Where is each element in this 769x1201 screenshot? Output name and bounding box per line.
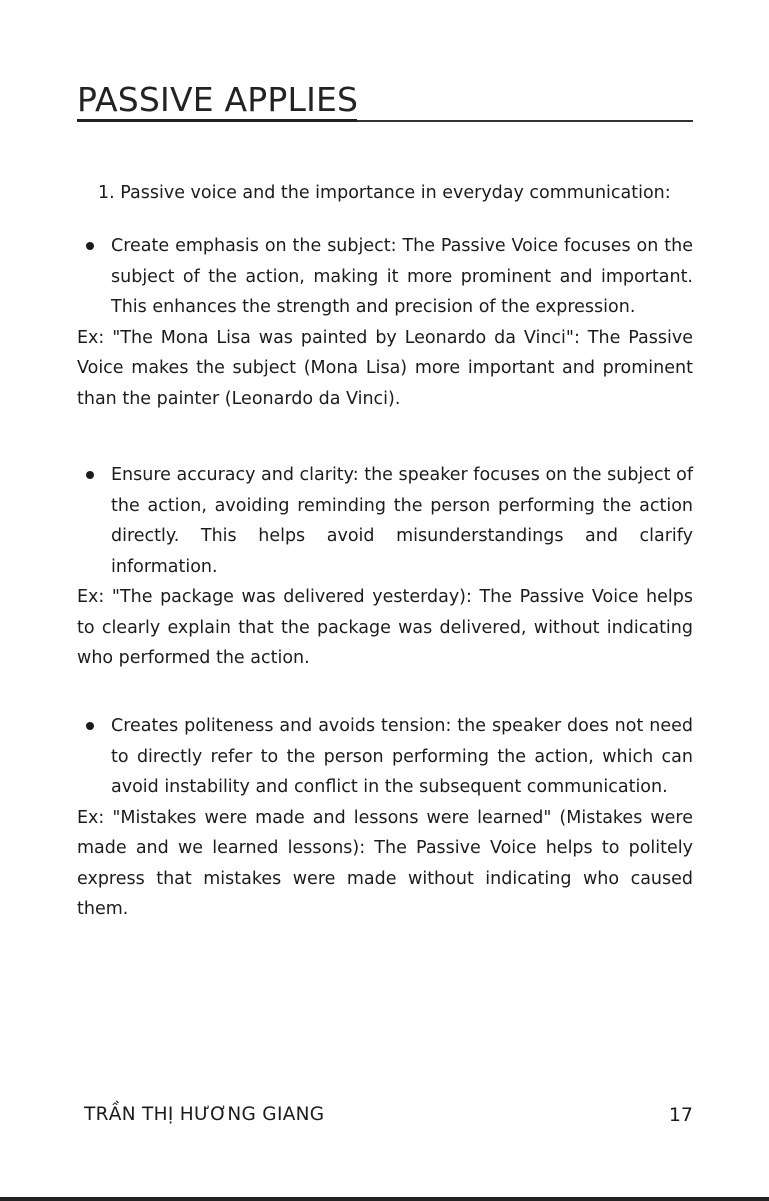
bullet-item [77,231,693,323]
page-title: PASSIVE APPLIES [77,80,359,119]
page-number: 17 [668,1104,693,1126]
example-text: Ex: "Mistakes were made and lessons were learned" (Mistakes were made and we learned lessons): The Passive Voice helps to politely express that mistakes were made without indicating who caused them. [77,807,693,919]
title-underline-accent [77,119,357,122]
bullet-item [77,711,693,803]
bullet-dot-icon [86,471,94,479]
bullet-dot-icon [86,242,94,250]
bullet-dot-icon [86,722,94,730]
section-politeness [77,711,693,925]
example-text: Ex: "The package was delivered yesterday): The Passive Voice helps to clearly explain that the package was delivered, without indicating who performed the action. [77,587,693,668]
bullet-text: Creates politeness and avoids tension: the speaker does not need to directly refer to the person performing the action, which can avoid instability and conflict in the subsequent communication. [111,716,693,797]
section-emphasis [77,231,693,414]
section-accuracy [77,460,693,674]
page-bottom-border [0,1197,769,1201]
section-heading: 1. Passive voice and the importance in everyday communication: [98,183,671,203]
bullet-text: Ensure accuracy and clarity: the speaker focuses on the subject of the action, avoiding reminding the person performing the action directly. This helps avoid misunderstandings and clarify information. [111,465,693,577]
footer-author: TRẦN THỊ HƯƠNG GIANG [84,1104,325,1125]
example-text: Ex: "The Mona Lisa was painted by Leonardo da Vinci": The Passive Voice makes the subject (Mona Lisa) more important and prominent than the painter (Leonardo da Vinci). [77,327,693,409]
bullet-text: Create emphasis on the subject: The Passive Voice focuses on the subject of the action, making it more prominent and important. This enhances the strength and precision of the expression. [111,236,693,317]
bullet-item [77,460,693,582]
